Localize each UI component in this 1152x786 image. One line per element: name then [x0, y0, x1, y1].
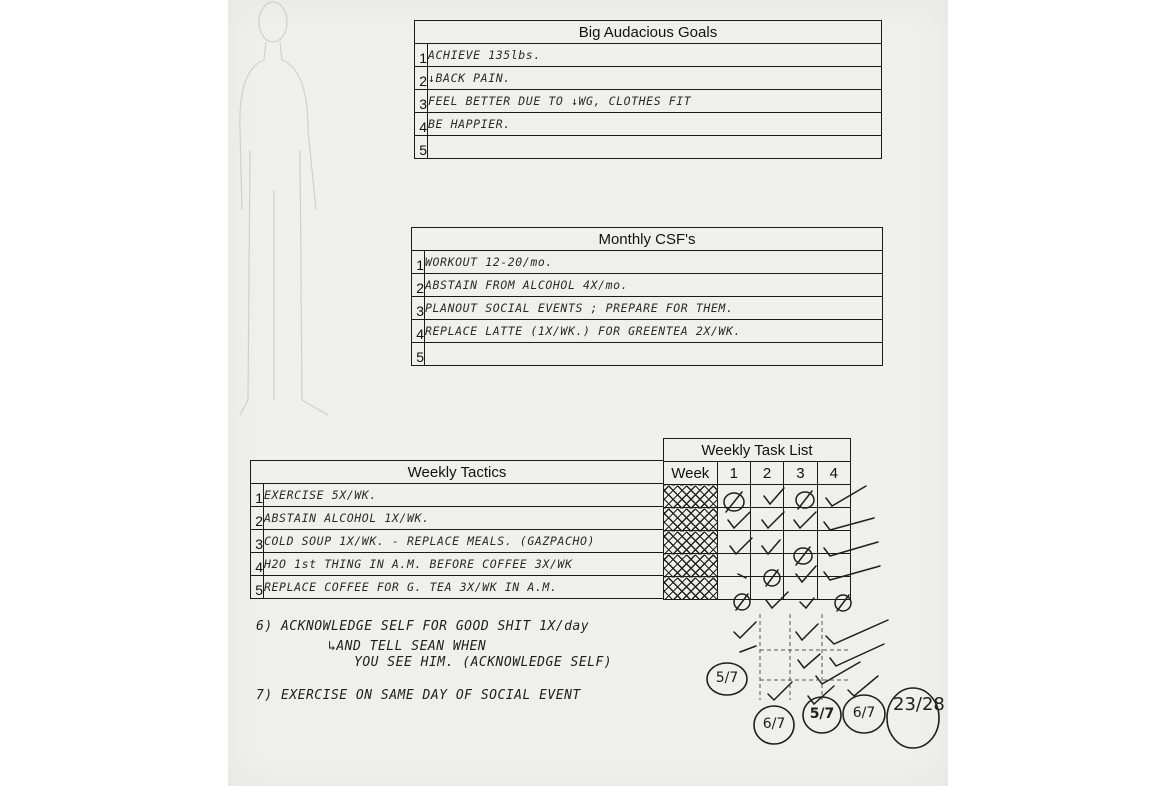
task-cell [784, 531, 817, 554]
row-number: 1 [251, 484, 264, 507]
hatched-cell [664, 531, 718, 554]
tally-week4: 6/7 [852, 705, 876, 721]
goal-row [415, 44, 882, 67]
csf-entry: REPLACE LATTE (1X/WK.) FOR GREENTEA 2X/WK. [425, 320, 883, 343]
row-number: 2 [412, 274, 425, 297]
task-cell [817, 531, 850, 554]
task-cell [784, 508, 817, 531]
task-header-row [664, 462, 851, 485]
task-cell [817, 554, 850, 577]
csf-row [412, 320, 883, 343]
task-cell [784, 554, 817, 577]
tactic-row [251, 530, 664, 553]
note-line-6c: YOU SEE HIM. (ACKNOWLEDGE SELF) [354, 655, 613, 670]
tally-week2: 6/7 [762, 716, 786, 732]
tactic-row [251, 507, 664, 530]
row-number: 1 [415, 44, 428, 67]
row-number: 5 [251, 576, 264, 599]
goal-row [415, 67, 882, 90]
task-cell [750, 554, 783, 577]
hatched-cell [664, 554, 718, 577]
week-number: 4 [817, 462, 850, 485]
tactic-entry: H2O 1st THING IN A.M. BEFORE COFFEE 3X/WK [264, 553, 664, 576]
weekly-task-list-table [663, 438, 851, 600]
week-header: Week [664, 462, 718, 485]
goal-row [415, 90, 882, 113]
csf-row [412, 274, 883, 297]
goals-title: Big Audacious Goals [415, 21, 882, 44]
row-number: 2 [251, 507, 264, 530]
tactic-entry: ABSTAIN ALCOHOL 1X/WK. [264, 507, 664, 530]
row-number: 5 [412, 343, 425, 366]
csf-row [412, 343, 883, 366]
task-list-title: Weekly Task List [664, 439, 851, 462]
task-cell [750, 577, 783, 600]
tactic-entry: COLD SOUP 1X/WK. - REPLACE MEALS. (GAZPACHO) [264, 530, 664, 553]
task-cell [784, 485, 817, 508]
note-line-6b: ↳AND TELL SEAN WHEN [328, 639, 487, 654]
task-cell [717, 554, 750, 577]
big-audacious-goals-table [414, 20, 882, 159]
task-cell [817, 577, 850, 600]
week-number: 1 [717, 462, 750, 485]
task-cell [717, 485, 750, 508]
task-cell [750, 508, 783, 531]
tactic-entry: REPLACE COFFEE FOR G. TEA 3X/WK IN A.M. [264, 576, 664, 599]
tactic-row [251, 553, 664, 576]
row-number: 3 [251, 530, 264, 553]
goal-entry: ↓BACK PAIN. [428, 67, 882, 90]
task-cell [817, 508, 850, 531]
row-number: 5 [415, 136, 428, 159]
row-number: 4 [415, 113, 428, 136]
csf-entry [425, 343, 883, 366]
tactic-row [251, 484, 664, 507]
row-number: 3 [412, 297, 425, 320]
goal-entry: ACHIEVE 135lbs. [428, 44, 882, 67]
goal-entry: BE HAPPIER. [428, 113, 882, 136]
note-line-6: 6) ACKNOWLEDGE SELF FOR GOOD SHIT 1X/day [256, 619, 590, 634]
tactic-entry: EXERCISE 5X/WK. [264, 484, 664, 507]
tally-week3: 5/7 [809, 706, 835, 722]
csf-entry: ABSTAIN FROM ALCOHOL 4X/mo. [425, 274, 883, 297]
goal-row [415, 136, 882, 159]
hatched-cell [664, 485, 718, 508]
task-cell [717, 531, 750, 554]
tactic-row [251, 576, 664, 599]
tally-total: 23/28 [893, 694, 945, 715]
weekly-tactics-table [250, 460, 664, 599]
csf-entry: PLANOUT SOCIAL EVENTS ; PREPARE FOR THEM. [425, 297, 883, 320]
task-row [664, 508, 851, 531]
row-number: 4 [251, 553, 264, 576]
tactics-title: Weekly Tactics [251, 461, 664, 484]
monthly-csf-table [411, 227, 883, 366]
csf-row [412, 297, 883, 320]
goal-entry [428, 136, 882, 159]
csf-row [412, 251, 883, 274]
task-row [664, 485, 851, 508]
week-number: 3 [784, 462, 817, 485]
tally-week1: 5/7 [715, 670, 739, 686]
goal-row [415, 113, 882, 136]
task-cell [750, 531, 783, 554]
task-cell [784, 577, 817, 600]
task-row [664, 531, 851, 554]
row-number: 3 [415, 90, 428, 113]
task-cell [717, 577, 750, 600]
row-number: 4 [412, 320, 425, 343]
hatched-cell [664, 508, 718, 531]
csf-title: Monthly CSF's [412, 228, 883, 251]
task-row [664, 577, 851, 600]
csf-entry: WORKOUT 12-20/mo. [425, 251, 883, 274]
week-number: 2 [750, 462, 783, 485]
hatched-cell [664, 577, 718, 600]
goal-entry: FEEL BETTER DUE TO ↓WG, CLOTHES FIT [428, 90, 882, 113]
row-number: 2 [415, 67, 428, 90]
task-cell [817, 485, 850, 508]
task-cell [750, 485, 783, 508]
row-number: 1 [412, 251, 425, 274]
task-row [664, 554, 851, 577]
note-line-7: 7) EXERCISE ON SAME DAY OF SOCIAL EVENT [256, 688, 581, 703]
task-cell [717, 508, 750, 531]
